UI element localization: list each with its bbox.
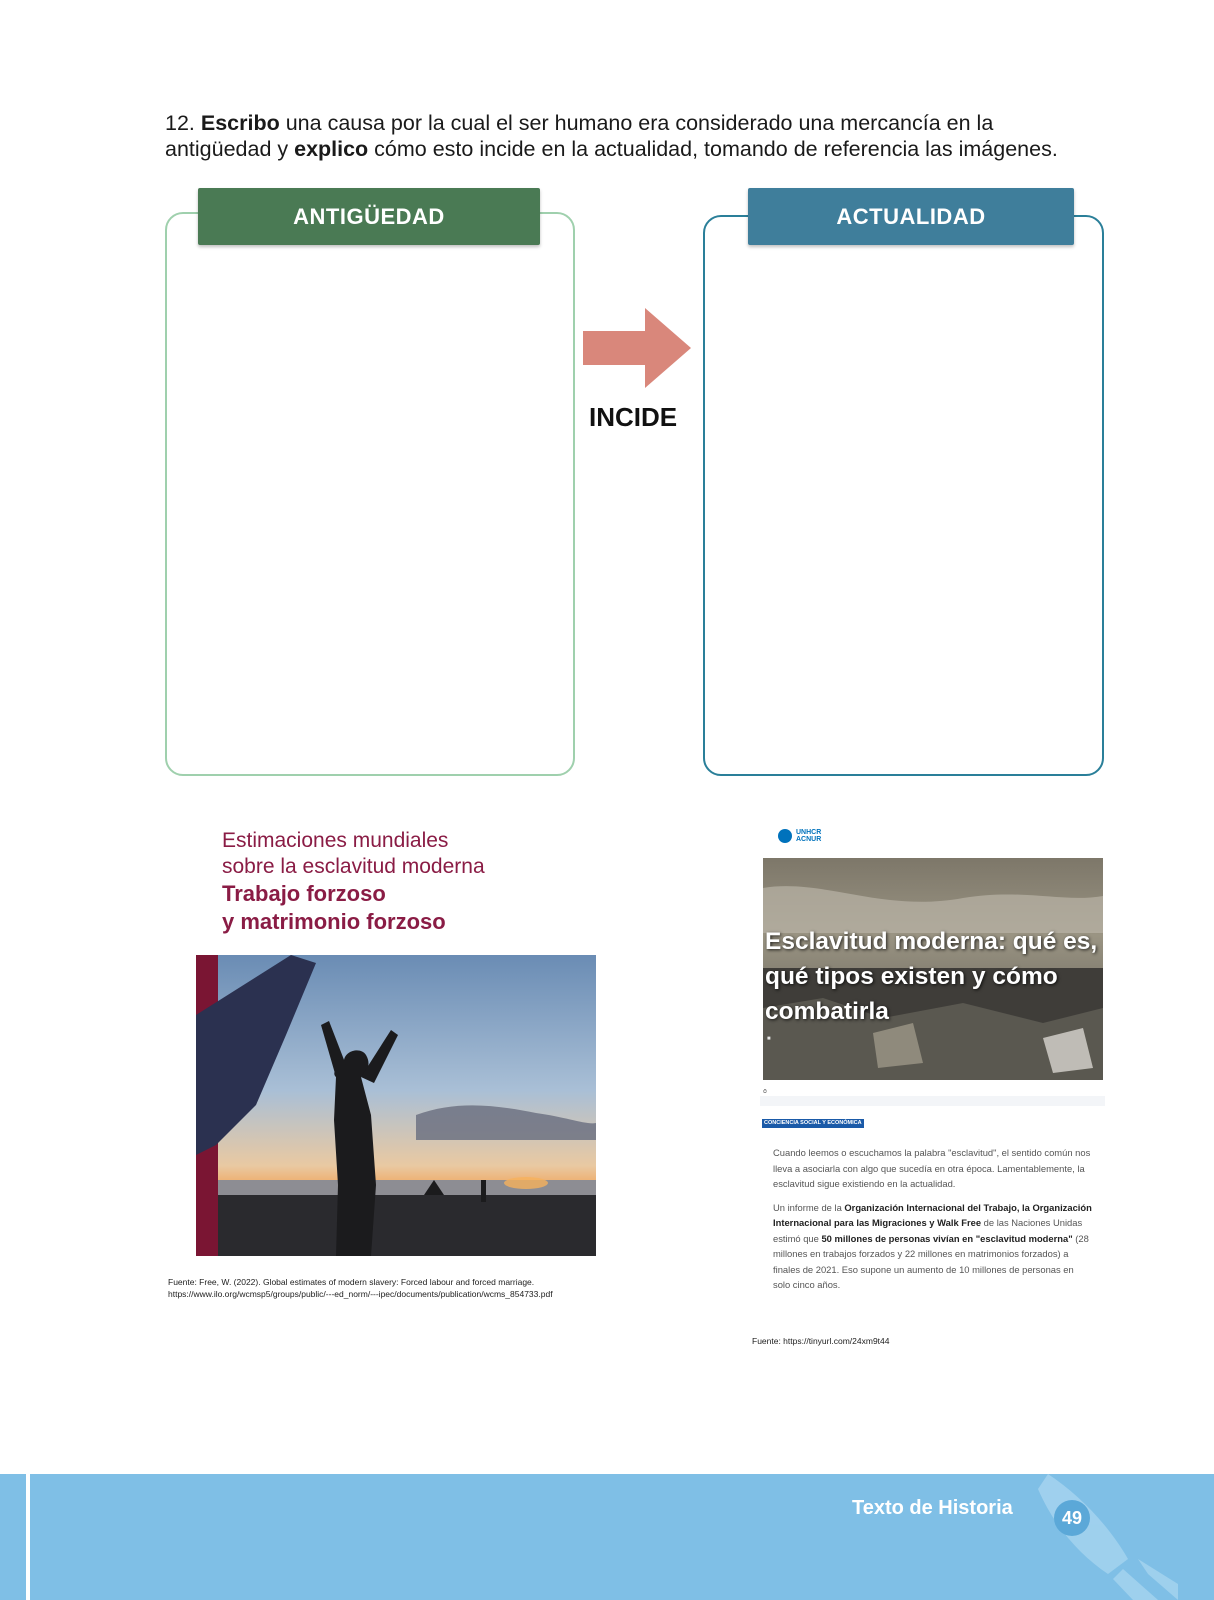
question-text-part2: cómo esto incide en la actualidad, tomando de referencia las imágenes. [368, 137, 1058, 161]
unhcr-emblem-icon [778, 829, 792, 843]
footer-divider [26, 1474, 30, 1600]
ilo-subtitle-line1: Trabajo forzoso [222, 881, 386, 906]
reading-time-bar [760, 1096, 1105, 1106]
ilo-source-citation: Fuente: Free, W. (2022). Global estimates of modern slavery: Forced labour and forced marriage. https://www.ilo.org/wcmsp5/groups/public/---ed_norm/---ipec/documents/publication/wcms_854733.pdf [168, 1277, 553, 1299]
article-hero-image [763, 858, 1103, 1080]
actualidad-header: ACTUALIDAD [748, 188, 1074, 245]
rocket-icon [1028, 1474, 1178, 1600]
antiguedad-answer-box[interactable] [165, 212, 575, 776]
article-category-badge[interactable]: CONCIENCIA SOCIAL Y ECONÓMICA [764, 1120, 862, 1126]
question-text [165, 110, 1105, 162]
question-verb-escribo: Escribo [200, 111, 280, 135]
clock-icon: ⏱ [763, 1089, 767, 1095]
question-verb-explico: explico [294, 137, 369, 161]
article-body [773, 1145, 1093, 1301]
page-number: 49 [1054, 1500, 1090, 1536]
incide-label: INCIDE [589, 402, 678, 432]
article-paragraph-2: Un informe de la Organización Internacional del Trabajo, la Organización Internacional para las Migraciones y Walk Free de las Naciones Unidas estimó que 50 millones de personas vivían en "esclavitud moderna" (28 millones en trabajos forzados y 22 millones en matrimonios forzados) a finales de 2021. Eso supone un aumento de 10 millones de personas en solo cinco años. [773, 1201, 1092, 1290]
ilo-subtitle-line2: y matrimonio forzoso [222, 909, 446, 934]
unhcr-logo [778, 829, 821, 843]
actualidad-answer-box[interactable] [703, 215, 1104, 776]
sunset-worker-photo [196, 955, 596, 1256]
ilo-report-title [222, 828, 485, 880]
unhcr-logo-line1: UNHCR [796, 829, 822, 836]
calendar-icon: ■ [767, 1036, 771, 1042]
article-headline: Esclavitud moderna: qué es, qué tipos existen y cómo combatirla [765, 928, 1098, 1025]
unhcr-source-citation: Fuente: https://tinyurl.com/24xm9t44 [752, 1336, 890, 1346]
footer-book-title: Texto de Historia [852, 1497, 1013, 1519]
unhcr-article-screenshot [760, 825, 1105, 1328]
ilo-title-line2: sobre la esclavitud moderna [222, 855, 485, 878]
question-text-part1: una causa por la cual el ser humano era considerado una mercancía en la antigüedad y [165, 111, 994, 161]
ilo-report-subtitle [222, 880, 446, 936]
question-number: 12. [165, 111, 195, 135]
antiguedad-header: ANTIGÜEDAD [198, 188, 540, 245]
ilo-title-line1: Estimaciones mundiales [222, 829, 449, 852]
unhcr-logo-line2: ACNUR [796, 836, 822, 843]
article-paragraph-1: Cuando leemos o escuchamos la palabra "esclavitud", el sentido común nos lleva a asociarla con algo que sucedía en otra época. Lamentablemente, la esclavitud sigue existiendo en la actualidad. [773, 1147, 1091, 1189]
right-arrow-icon [583, 308, 691, 388]
